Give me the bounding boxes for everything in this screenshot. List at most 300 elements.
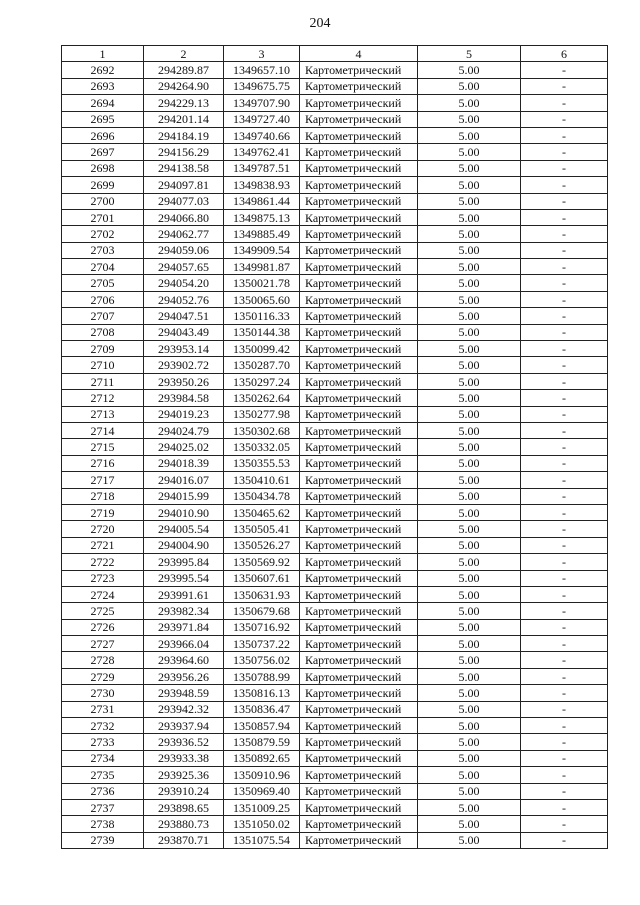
note-cell: - (521, 62, 608, 78)
method-cell: Картометрический (300, 291, 418, 307)
method-cell: Картометрический (300, 554, 418, 570)
method-cell: Картометрический (300, 160, 418, 176)
accuracy-cell: 5.00 (418, 504, 521, 520)
accuracy-cell: 5.00 (418, 111, 521, 127)
method-cell: Картометрический (300, 799, 418, 815)
y-coordinate-cell: 1350332.05 (224, 439, 300, 455)
note-cell: - (521, 767, 608, 783)
accuracy-cell: 5.00 (418, 406, 521, 422)
table-row (62, 127, 608, 143)
note-cell: - (521, 488, 608, 504)
note-cell: - (521, 127, 608, 143)
y-coordinate-cell: 1350099.42 (224, 341, 300, 357)
table-row (62, 95, 608, 111)
table-row (62, 242, 608, 258)
point-number-cell: 2718 (62, 488, 144, 504)
note-cell: - (521, 799, 608, 815)
table-row (62, 472, 608, 488)
point-number-cell: 2728 (62, 652, 144, 668)
method-cell: Картометрический (300, 619, 418, 635)
y-coordinate-cell: 1350065.60 (224, 291, 300, 307)
y-coordinate-cell: 1349657.10 (224, 62, 300, 78)
table-row (62, 767, 608, 783)
x-coordinate-cell: 294184.19 (144, 127, 224, 143)
point-number-cell: 2735 (62, 767, 144, 783)
table-row (62, 832, 608, 848)
method-cell: Картометрический (300, 750, 418, 766)
y-coordinate-cell: 1350788.99 (224, 668, 300, 684)
accuracy-cell: 5.00 (418, 685, 521, 701)
y-coordinate-cell: 1349762.41 (224, 144, 300, 160)
accuracy-cell: 5.00 (418, 226, 521, 242)
note-cell: - (521, 783, 608, 799)
x-coordinate-cell: 293898.65 (144, 799, 224, 815)
x-coordinate-cell: 294229.13 (144, 95, 224, 111)
method-cell: Картометрический (300, 734, 418, 750)
note-cell: - (521, 111, 608, 127)
x-coordinate-cell: 293925.36 (144, 767, 224, 783)
note-cell: - (521, 832, 608, 848)
table-row (62, 422, 608, 438)
method-cell: Картометрический (300, 767, 418, 783)
accuracy-cell: 5.00 (418, 439, 521, 455)
method-cell: Картометрический (300, 324, 418, 340)
note-cell: - (521, 701, 608, 717)
y-coordinate-cell: 1350144.38 (224, 324, 300, 340)
note-cell: - (521, 537, 608, 553)
point-number-cell: 2699 (62, 177, 144, 193)
column-header-6: 6 (521, 46, 608, 62)
x-coordinate-cell: 294264.90 (144, 78, 224, 94)
x-coordinate-cell: 293880.73 (144, 816, 224, 832)
note-cell: - (521, 570, 608, 586)
table-row (62, 685, 608, 701)
method-cell: Картометрический (300, 537, 418, 553)
note-cell: - (521, 226, 608, 242)
x-coordinate-cell: 293950.26 (144, 373, 224, 389)
note-cell: - (521, 259, 608, 275)
note-cell: - (521, 816, 608, 832)
accuracy-cell: 5.00 (418, 832, 521, 848)
accuracy-cell: 5.00 (418, 291, 521, 307)
accuracy-cell: 5.00 (418, 554, 521, 570)
note-cell: - (521, 422, 608, 438)
column-header-5: 5 (418, 46, 521, 62)
accuracy-cell: 5.00 (418, 783, 521, 799)
accuracy-cell: 5.00 (418, 636, 521, 652)
table-row (62, 160, 608, 176)
y-coordinate-cell: 1350410.61 (224, 472, 300, 488)
note-cell: - (521, 406, 608, 422)
table-row (62, 78, 608, 94)
point-number-cell: 2739 (62, 832, 144, 848)
y-coordinate-cell: 1350910.96 (224, 767, 300, 783)
x-coordinate-cell: 293964.60 (144, 652, 224, 668)
x-coordinate-cell: 293956.26 (144, 668, 224, 684)
y-coordinate-cell: 1349707.90 (224, 95, 300, 111)
table-header-row (62, 46, 608, 62)
note-cell: - (521, 78, 608, 94)
note-cell: - (521, 193, 608, 209)
note-cell: - (521, 685, 608, 701)
method-cell: Картометрический (300, 472, 418, 488)
accuracy-cell: 5.00 (418, 537, 521, 553)
accuracy-cell: 5.00 (418, 95, 521, 111)
x-coordinate-cell: 293936.52 (144, 734, 224, 750)
y-coordinate-cell: 1349787.51 (224, 160, 300, 176)
note-cell: - (521, 603, 608, 619)
note-cell: - (521, 554, 608, 570)
note-cell: - (521, 291, 608, 307)
table-row (62, 357, 608, 373)
x-coordinate-cell: 294097.81 (144, 177, 224, 193)
y-coordinate-cell: 1350737.22 (224, 636, 300, 652)
point-number-cell: 2706 (62, 291, 144, 307)
note-cell: - (521, 324, 608, 340)
point-number-cell: 2727 (62, 636, 144, 652)
point-number-cell: 2702 (62, 226, 144, 242)
table-row (62, 701, 608, 717)
method-cell: Картометрический (300, 226, 418, 242)
table-row (62, 275, 608, 291)
method-cell: Картометрический (300, 636, 418, 652)
accuracy-cell: 5.00 (418, 701, 521, 717)
point-number-cell: 2731 (62, 701, 144, 717)
accuracy-cell: 5.00 (418, 718, 521, 734)
method-cell: Картометрический (300, 308, 418, 324)
point-number-cell: 2733 (62, 734, 144, 750)
x-coordinate-cell: 294024.79 (144, 422, 224, 438)
point-number-cell: 2722 (62, 554, 144, 570)
table-row (62, 488, 608, 504)
table-row (62, 619, 608, 635)
point-number-cell: 2724 (62, 586, 144, 602)
x-coordinate-cell: 294156.29 (144, 144, 224, 160)
table-row (62, 373, 608, 389)
y-coordinate-cell: 1350116.33 (224, 308, 300, 324)
method-cell: Картометрический (300, 783, 418, 799)
accuracy-cell: 5.00 (418, 521, 521, 537)
y-coordinate-cell: 1350679.68 (224, 603, 300, 619)
method-cell: Картометрический (300, 504, 418, 520)
x-coordinate-cell: 294015.99 (144, 488, 224, 504)
x-coordinate-cell: 293971.84 (144, 619, 224, 635)
x-coordinate-cell: 293942.32 (144, 701, 224, 717)
note-cell: - (521, 668, 608, 684)
method-cell: Картометрический (300, 586, 418, 602)
table-row (62, 259, 608, 275)
table-row (62, 324, 608, 340)
accuracy-cell: 5.00 (418, 144, 521, 160)
column-header-1: 1 (62, 46, 144, 62)
method-cell: Картометрический (300, 701, 418, 717)
accuracy-cell: 5.00 (418, 259, 521, 275)
note-cell: - (521, 209, 608, 225)
y-coordinate-cell: 1350716.92 (224, 619, 300, 635)
accuracy-cell: 5.00 (418, 488, 521, 504)
note-cell: - (521, 144, 608, 160)
x-coordinate-cell: 294059.06 (144, 242, 224, 258)
column-header-3: 3 (224, 46, 300, 62)
accuracy-cell: 5.00 (418, 62, 521, 78)
accuracy-cell: 5.00 (418, 734, 521, 750)
note-cell: - (521, 357, 608, 373)
accuracy-cell: 5.00 (418, 78, 521, 94)
point-number-cell: 2736 (62, 783, 144, 799)
table-row (62, 111, 608, 127)
point-number-cell: 2696 (62, 127, 144, 143)
table-row (62, 718, 608, 734)
method-cell: Картометрический (300, 275, 418, 291)
accuracy-cell: 5.00 (418, 275, 521, 291)
y-coordinate-cell: 1349875.13 (224, 209, 300, 225)
x-coordinate-cell: 294289.87 (144, 62, 224, 78)
point-number-cell: 2697 (62, 144, 144, 160)
method-cell: Картометрический (300, 455, 418, 471)
note-cell: - (521, 275, 608, 291)
accuracy-cell: 5.00 (418, 455, 521, 471)
note-cell: - (521, 472, 608, 488)
method-cell: Картометрический (300, 521, 418, 537)
column-header-2: 2 (144, 46, 224, 62)
point-number-cell: 2701 (62, 209, 144, 225)
y-coordinate-cell: 1350021.78 (224, 275, 300, 291)
x-coordinate-cell: 294201.14 (144, 111, 224, 127)
table-row (62, 799, 608, 815)
method-cell: Картометрический (300, 488, 418, 504)
y-coordinate-cell: 1349861.44 (224, 193, 300, 209)
x-coordinate-cell: 294005.54 (144, 521, 224, 537)
note-cell: - (521, 586, 608, 602)
x-coordinate-cell: 293948.59 (144, 685, 224, 701)
method-cell: Картометрический (300, 816, 418, 832)
accuracy-cell: 5.00 (418, 586, 521, 602)
point-number-cell: 2692 (62, 62, 144, 78)
y-coordinate-cell: 1350892.65 (224, 750, 300, 766)
y-coordinate-cell: 1349981.87 (224, 259, 300, 275)
method-cell: Картометрический (300, 111, 418, 127)
table-row (62, 504, 608, 520)
y-coordinate-cell: 1350302.68 (224, 422, 300, 438)
y-coordinate-cell: 1350816.13 (224, 685, 300, 701)
point-number-cell: 2713 (62, 406, 144, 422)
x-coordinate-cell: 293991.61 (144, 586, 224, 602)
note-cell: - (521, 455, 608, 471)
note-cell: - (521, 439, 608, 455)
table-row (62, 177, 608, 193)
point-number-cell: 2695 (62, 111, 144, 127)
page-number: 204 (309, 16, 331, 31)
accuracy-cell: 5.00 (418, 308, 521, 324)
table-row (62, 406, 608, 422)
y-coordinate-cell: 1350756.02 (224, 652, 300, 668)
point-number-cell: 2716 (62, 455, 144, 471)
y-coordinate-cell: 1350526.27 (224, 537, 300, 553)
y-coordinate-cell: 1350465.62 (224, 504, 300, 520)
point-number-cell: 2726 (62, 619, 144, 635)
y-coordinate-cell: 1350879.59 (224, 734, 300, 750)
y-coordinate-cell: 1350631.93 (224, 586, 300, 602)
accuracy-cell: 5.00 (418, 341, 521, 357)
table-row (62, 193, 608, 209)
y-coordinate-cell: 1351075.54 (224, 832, 300, 848)
x-coordinate-cell: 294010.90 (144, 504, 224, 520)
accuracy-cell: 5.00 (418, 799, 521, 815)
x-coordinate-cell: 294052.76 (144, 291, 224, 307)
method-cell: Картометрический (300, 62, 418, 78)
accuracy-cell: 5.00 (418, 668, 521, 684)
table-row (62, 439, 608, 455)
y-coordinate-cell: 1349675.75 (224, 78, 300, 94)
x-coordinate-cell: 293995.54 (144, 570, 224, 586)
accuracy-cell: 5.00 (418, 422, 521, 438)
method-cell: Картометрический (300, 570, 418, 586)
method-cell: Картометрический (300, 390, 418, 406)
y-coordinate-cell: 1350607.61 (224, 570, 300, 586)
note-cell: - (521, 341, 608, 357)
x-coordinate-cell: 293982.34 (144, 603, 224, 619)
table-row (62, 586, 608, 602)
x-coordinate-cell: 294138.58 (144, 160, 224, 176)
y-coordinate-cell: 1350262.64 (224, 390, 300, 406)
accuracy-cell: 5.00 (418, 603, 521, 619)
method-cell: Картометрический (300, 193, 418, 209)
point-number-cell: 2737 (62, 799, 144, 815)
x-coordinate-cell: 293870.71 (144, 832, 224, 848)
method-cell: Картометрический (300, 127, 418, 143)
table-row (62, 816, 608, 832)
x-coordinate-cell: 294047.51 (144, 308, 224, 324)
point-number-cell: 2704 (62, 259, 144, 275)
point-number-cell: 2693 (62, 78, 144, 94)
table-row (62, 554, 608, 570)
table-row (62, 308, 608, 324)
table-row (62, 390, 608, 406)
accuracy-cell: 5.00 (418, 767, 521, 783)
accuracy-cell: 5.00 (418, 177, 521, 193)
note-cell: - (521, 177, 608, 193)
table-row (62, 144, 608, 160)
y-coordinate-cell: 1350434.78 (224, 488, 300, 504)
table-row (62, 209, 608, 225)
accuracy-cell: 5.00 (418, 472, 521, 488)
table-row (62, 668, 608, 684)
method-cell: Картометрический (300, 652, 418, 668)
accuracy-cell: 5.00 (418, 209, 521, 225)
point-number-cell: 2729 (62, 668, 144, 684)
point-number-cell: 2738 (62, 816, 144, 832)
accuracy-cell: 5.00 (418, 390, 521, 406)
x-coordinate-cell: 294062.77 (144, 226, 224, 242)
table-row (62, 570, 608, 586)
table-row (62, 62, 608, 78)
x-coordinate-cell: 293953.14 (144, 341, 224, 357)
y-coordinate-cell: 1349727.40 (224, 111, 300, 127)
point-number-cell: 2694 (62, 95, 144, 111)
x-coordinate-cell: 294066.80 (144, 209, 224, 225)
table-row (62, 652, 608, 668)
x-coordinate-cell: 294043.49 (144, 324, 224, 340)
point-number-cell: 2732 (62, 718, 144, 734)
x-coordinate-cell: 294077.03 (144, 193, 224, 209)
y-coordinate-cell: 1350505.41 (224, 521, 300, 537)
method-cell: Картометрический (300, 603, 418, 619)
accuracy-cell: 5.00 (418, 750, 521, 766)
y-coordinate-cell: 1351009.25 (224, 799, 300, 815)
method-cell: Картометрический (300, 177, 418, 193)
accuracy-cell: 5.00 (418, 357, 521, 373)
accuracy-cell: 5.00 (418, 816, 521, 832)
note-cell: - (521, 734, 608, 750)
method-cell: Картометрический (300, 373, 418, 389)
method-cell: Картометрический (300, 78, 418, 94)
x-coordinate-cell: 293933.38 (144, 750, 224, 766)
y-coordinate-cell: 1351050.02 (224, 816, 300, 832)
x-coordinate-cell: 294004.90 (144, 537, 224, 553)
table-row (62, 783, 608, 799)
point-number-cell: 2709 (62, 341, 144, 357)
accuracy-cell: 5.00 (418, 193, 521, 209)
point-number-cell: 2725 (62, 603, 144, 619)
method-cell: Картометрический (300, 242, 418, 258)
x-coordinate-cell: 294019.23 (144, 406, 224, 422)
note-cell: - (521, 718, 608, 734)
point-number-cell: 2703 (62, 242, 144, 258)
method-cell: Картометрический (300, 95, 418, 111)
point-number-cell: 2705 (62, 275, 144, 291)
y-coordinate-cell: 1349838.93 (224, 177, 300, 193)
x-coordinate-cell: 293995.84 (144, 554, 224, 570)
x-coordinate-cell: 294018.39 (144, 455, 224, 471)
method-cell: Картометрический (300, 685, 418, 701)
point-number-cell: 2714 (62, 422, 144, 438)
note-cell: - (521, 308, 608, 324)
note-cell: - (521, 373, 608, 389)
x-coordinate-cell: 293937.94 (144, 718, 224, 734)
y-coordinate-cell: 1350857.94 (224, 718, 300, 734)
method-cell: Картометрический (300, 718, 418, 734)
point-number-cell: 2698 (62, 160, 144, 176)
y-coordinate-cell: 1349909.54 (224, 242, 300, 258)
method-cell: Картометрический (300, 259, 418, 275)
method-cell: Картометрический (300, 439, 418, 455)
point-number-cell: 2710 (62, 357, 144, 373)
method-cell: Картометрический (300, 209, 418, 225)
method-cell: Картометрический (300, 357, 418, 373)
point-number-cell: 2721 (62, 537, 144, 553)
point-number-cell: 2720 (62, 521, 144, 537)
y-coordinate-cell: 1349740.66 (224, 127, 300, 143)
table-row (62, 291, 608, 307)
note-cell: - (521, 160, 608, 176)
accuracy-cell: 5.00 (418, 160, 521, 176)
note-cell: - (521, 636, 608, 652)
accuracy-cell: 5.00 (418, 324, 521, 340)
point-number-cell: 2734 (62, 750, 144, 766)
accuracy-cell: 5.00 (418, 373, 521, 389)
note-cell: - (521, 750, 608, 766)
table-body (62, 62, 608, 849)
y-coordinate-cell: 1350297.24 (224, 373, 300, 389)
note-cell: - (521, 242, 608, 258)
note-cell: - (521, 652, 608, 668)
note-cell: - (521, 95, 608, 111)
table-row (62, 341, 608, 357)
point-number-cell: 2719 (62, 504, 144, 520)
note-cell: - (521, 619, 608, 635)
x-coordinate-cell: 294016.07 (144, 472, 224, 488)
y-coordinate-cell: 1350277.98 (224, 406, 300, 422)
